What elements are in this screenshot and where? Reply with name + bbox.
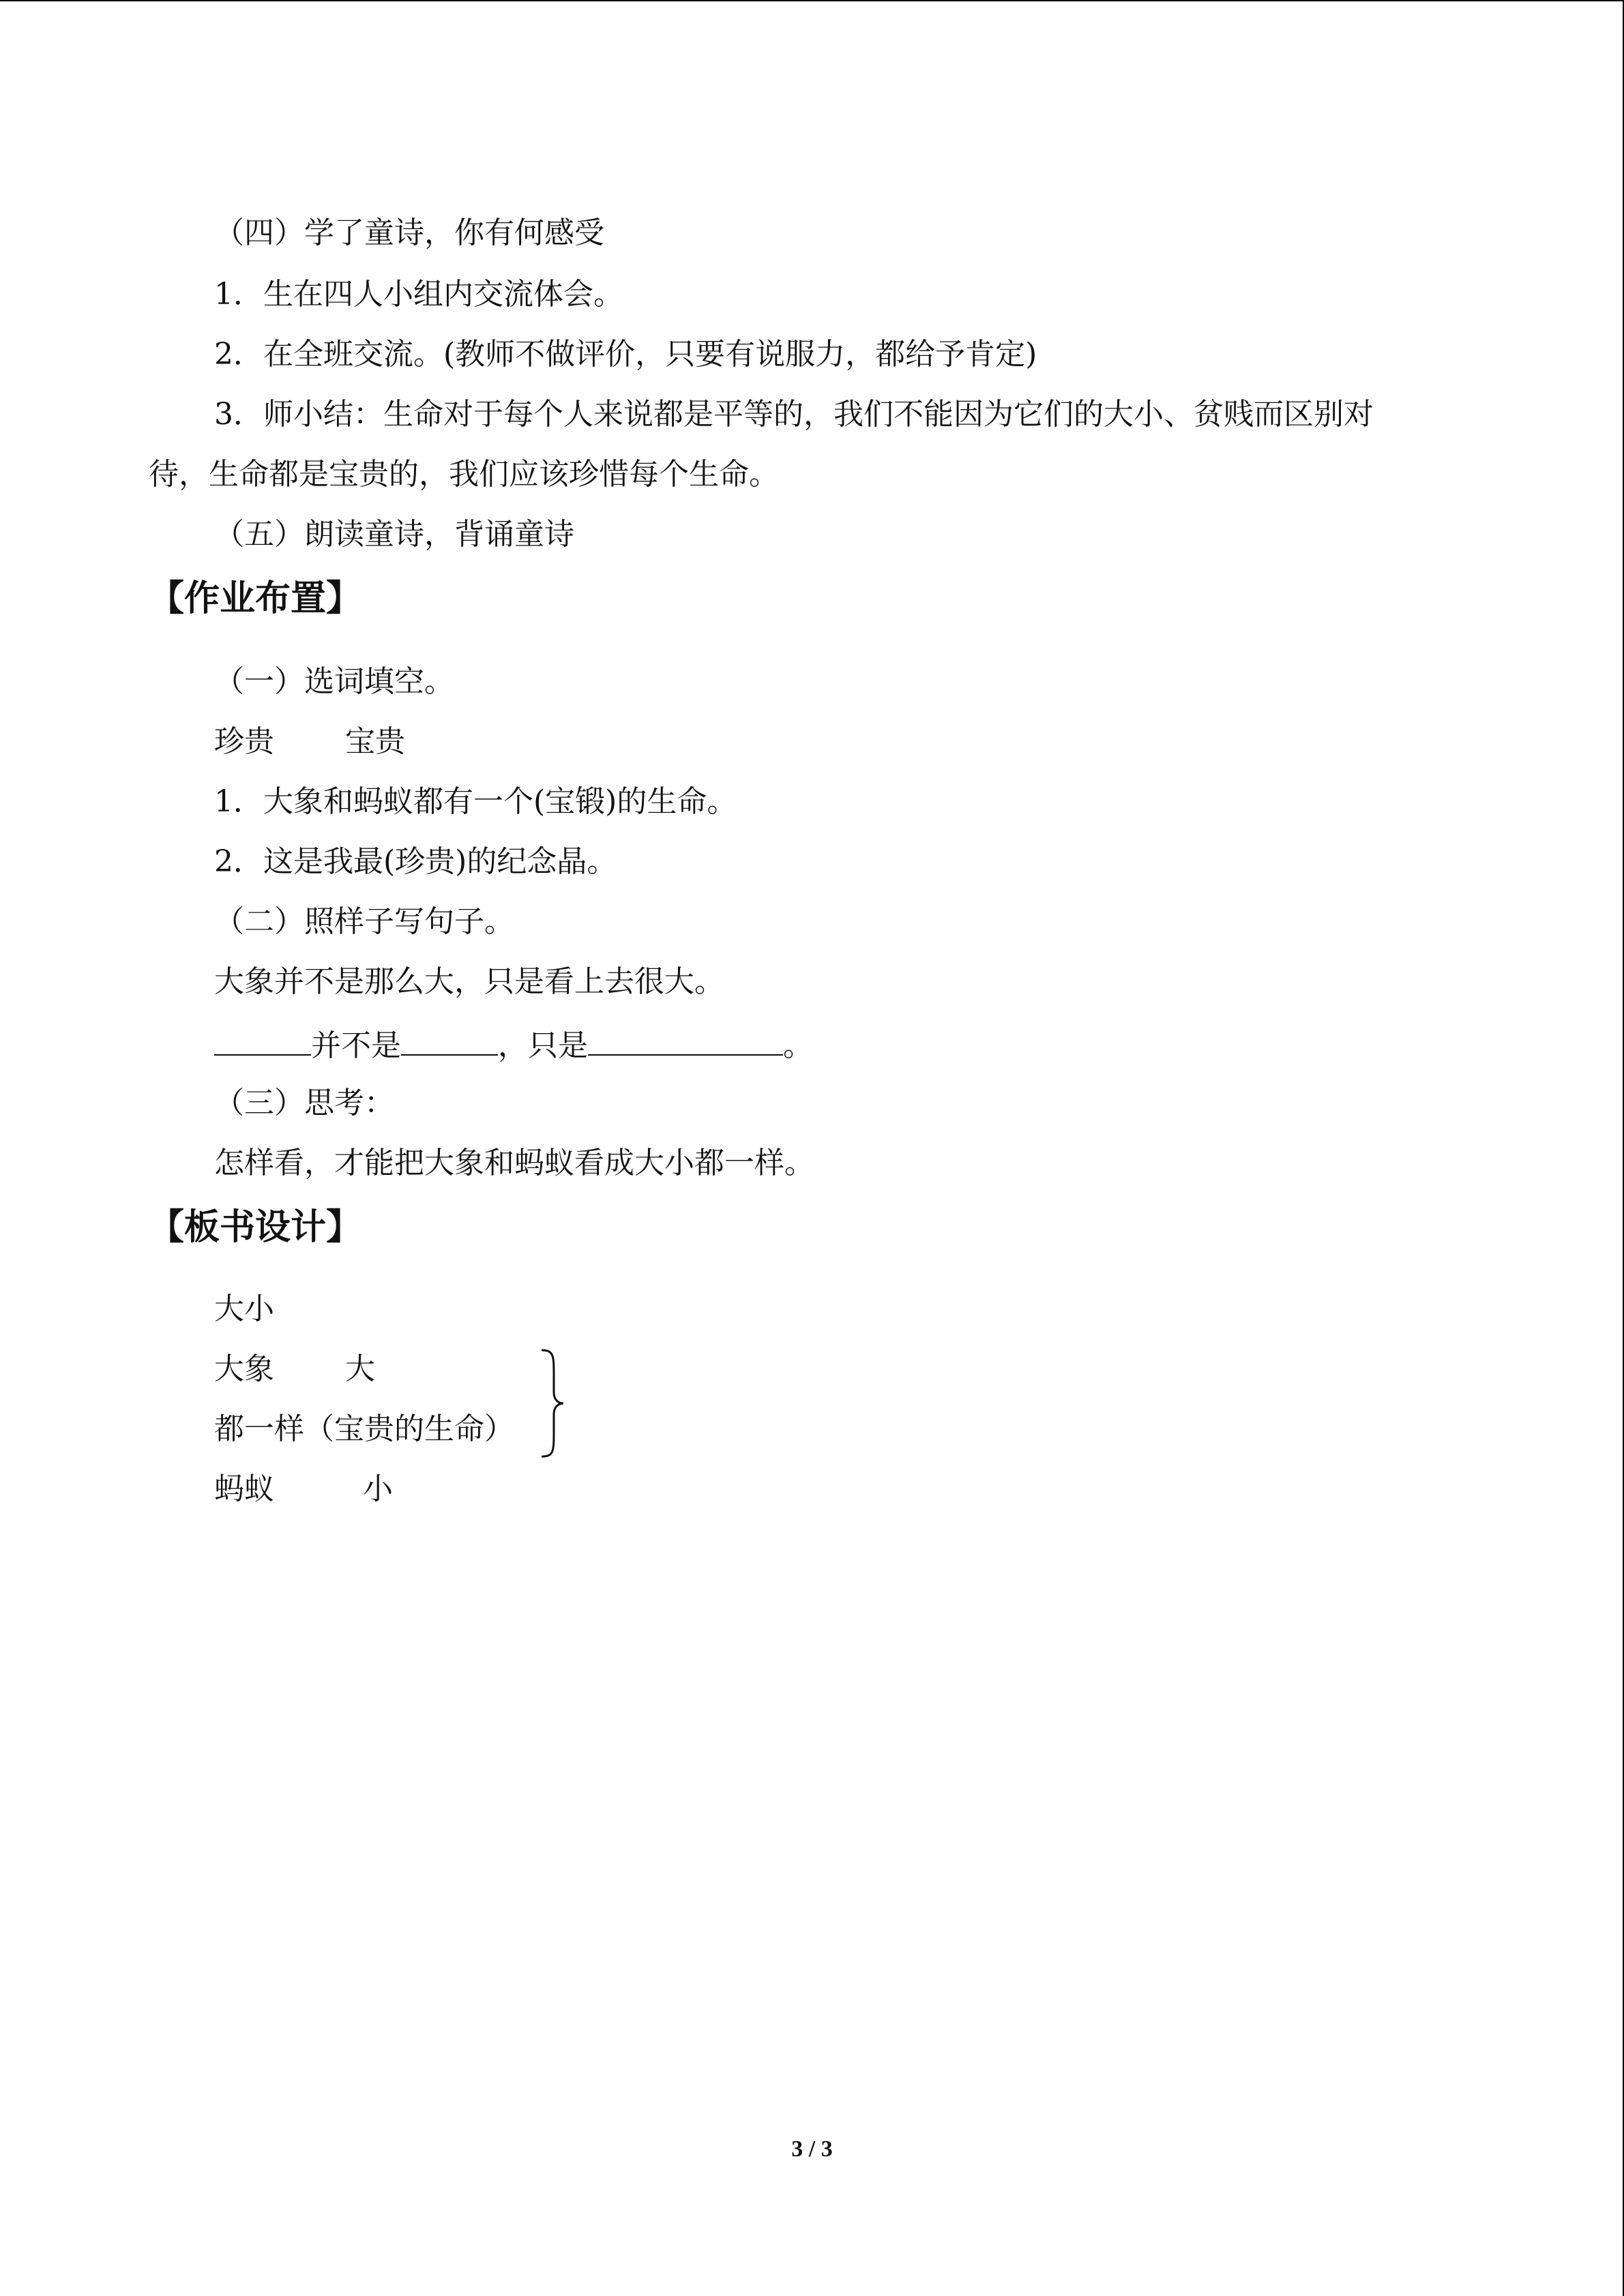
homework-item-2: 2．这是我最(珍贵)的纪念晶。	[214, 844, 617, 879]
board-line-4	[214, 1470, 393, 1508]
board-big: 大	[345, 1352, 375, 1386]
homework-item-1: 1．大象和蚂蚁都有一个(宝锻)的生命。	[214, 784, 737, 819]
thinking-question: 怎样看，才能把大象和蚂蚁看成大小都一样。	[214, 1146, 814, 1180]
homework-part-2-title: （二）照样子写句子。	[214, 904, 514, 939]
section-four-item-3-line-1: 3．师小结：生命对于每个人来说都是平等的，我们不能因为它们的大小、贫贱而区别对	[214, 397, 1374, 432]
board-ant: 蚂蚁	[214, 1472, 274, 1506]
board-line-3: 都一样（宝贵的生命）	[214, 1412, 514, 1446]
word-choice-b: 宝贵	[345, 724, 405, 759]
blank-1[interactable]	[214, 1024, 311, 1056]
board-line-2	[214, 1350, 375, 1388]
pattern-end: 。	[783, 1028, 813, 1063]
section-five-title: （五）朗读童诗，背诵童诗	[214, 517, 574, 552]
word-choice-a: 珍贵	[214, 724, 274, 759]
blank-2[interactable]	[401, 1024, 498, 1056]
homework-heading: 【作业布置】	[149, 578, 362, 619]
board-design-heading: 【板书设计】	[149, 1207, 362, 1248]
pattern-text-a: 并不是	[311, 1028, 401, 1063]
word-choices	[214, 723, 405, 761]
example-sentence: 大象并不是那么大，只是看上去很大。	[214, 964, 724, 999]
section-four-item-2: 2．在全班交流。(教师不做评价，只要有说服力，都给予肯定)	[214, 337, 1037, 372]
homework-part-3-title: （三）思考：	[214, 1086, 394, 1120]
page-number: 3 / 3	[791, 2136, 833, 2162]
pattern-text-b: ，只是	[498, 1028, 588, 1063]
board-elephant: 大象	[214, 1352, 274, 1386]
section-four-item-1: 1．生在四人小组内交流体会。	[214, 277, 623, 312]
right-brace-icon	[539, 1349, 566, 1458]
homework-part-1-title: （一）选词填空。	[214, 664, 454, 699]
board-small: 小	[363, 1472, 393, 1506]
sentence-pattern	[214, 1024, 813, 1065]
section-four-title: （四）学了童诗，你有何感受	[214, 215, 604, 250]
blank-3[interactable]	[588, 1024, 783, 1056]
section-four-item-3-line-2: 待，生命都是宝贵的，我们应该珍惜每个生命。	[149, 457, 779, 492]
board-line-1: 大小	[214, 1292, 274, 1326]
